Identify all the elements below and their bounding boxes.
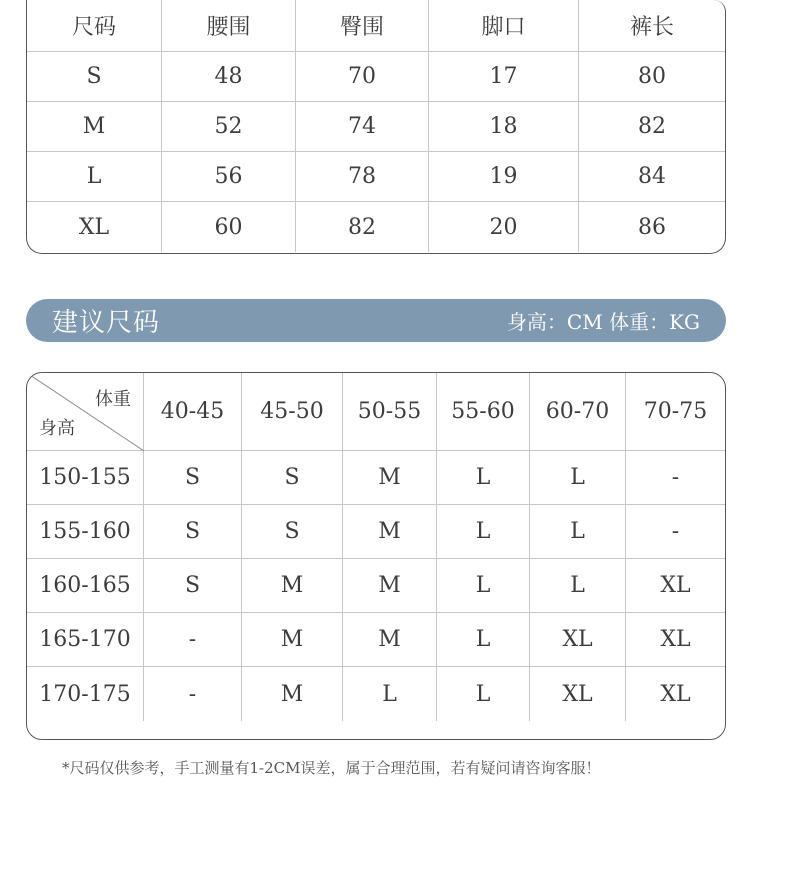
size-chart-row: [27, 102, 725, 152]
corner-height-label: 身高: [39, 418, 75, 439]
recommend-row: [27, 505, 725, 559]
size-chart-cell: 70: [296, 52, 429, 102]
weight-header-cell: 45-50: [242, 373, 343, 451]
recommend-header-row: [27, 373, 725, 451]
size-chart-cell: 78: [296, 152, 429, 202]
size-cell: S: [242, 451, 343, 505]
weight-header-cell: 55-60: [437, 373, 530, 451]
size-chart-cell: 56: [162, 152, 296, 202]
size-chart-row: [27, 202, 725, 252]
size-cell: XL: [660, 681, 691, 707]
size-chart-cell: 82: [296, 202, 429, 252]
size-cell: L: [437, 613, 530, 667]
size-cell: M: [242, 613, 343, 667]
size-chart-cell: 20: [429, 202, 579, 252]
size-chart-cell: 18: [429, 102, 579, 152]
size-cell: -: [626, 451, 725, 505]
size-cell: L: [437, 451, 530, 505]
size-chart-cell: L: [27, 152, 162, 202]
size-chart-cell: 60: [162, 202, 296, 252]
size-chart-cell: XL: [27, 202, 162, 252]
size-chart-header-cell: 裤长: [579, 0, 725, 52]
size-cell: M: [343, 613, 437, 667]
size-cell: XL: [530, 613, 626, 667]
size-chart-row: [27, 52, 725, 102]
size-cell: L: [437, 667, 530, 721]
weight-header-cell: 50-55: [343, 373, 437, 451]
size-cell: S: [144, 559, 242, 613]
corner-cell: [27, 373, 144, 451]
size-cell: L: [530, 451, 626, 505]
size-disclaimer: *尺码仅供参考，手工测量有1-2CM误差，属于合理范围，若有疑问请咨询客服！: [62, 759, 601, 777]
size-cell: XL: [626, 559, 725, 613]
size-chart-cell: 52: [162, 102, 296, 152]
size-chart-cell: M: [27, 102, 162, 152]
recommend-row: [27, 667, 725, 721]
size-cell: S: [144, 451, 242, 505]
size-cell: XL: [626, 613, 725, 667]
size-cell: M: [242, 559, 343, 613]
size-chart-header-cell: 脚口: [429, 0, 579, 52]
banner-title: 建议尺码: [52, 308, 161, 338]
size-cell: L: [530, 559, 626, 613]
size-chart-header-cell: 尺码: [27, 0, 162, 52]
recommend-row: [27, 451, 725, 505]
size-chart-header-cell: 臀围: [296, 0, 429, 52]
size-chart-cell: 17: [429, 52, 579, 102]
weight-header-cell: 60-70: [530, 373, 626, 451]
size-cell: S: [144, 505, 242, 559]
size-chart-cell: 48: [162, 52, 296, 102]
height-cell: 170-175: [27, 667, 144, 721]
size-cell: M: [343, 451, 437, 505]
size-chart-cell: 82: [579, 102, 725, 152]
size-cell: M: [343, 559, 437, 613]
recommend-size-banner: [26, 299, 726, 342]
size-chart-table: [26, 0, 726, 254]
size-cell: L: [530, 505, 626, 559]
size-chart-row: [27, 152, 725, 202]
recommend-size-table: [26, 372, 726, 740]
size-chart-header-cell: 腰围: [162, 0, 296, 52]
size-chart-cell: 80: [579, 52, 725, 102]
size-cell: XL: [530, 667, 626, 721]
size-chart-cell: 84: [579, 152, 725, 202]
size-cell: -: [144, 613, 242, 667]
recommend-row: [27, 613, 725, 667]
size-chart-cell: S: [27, 52, 162, 102]
size-chart-header-row: [27, 0, 725, 52]
size-cell: M: [242, 667, 343, 721]
height-cell: 155-160: [27, 505, 144, 559]
size-cell: L: [343, 667, 437, 721]
size-cell: M: [343, 505, 437, 559]
size-cell: L: [437, 505, 530, 559]
size-chart-cell: 86: [638, 214, 666, 240]
size-chart-cell: 19: [429, 152, 579, 202]
banner-units: 身高：CM 体重：KG: [506, 310, 700, 334]
size-cell: -: [626, 505, 725, 559]
weight-header-cell: 70-75: [626, 373, 725, 451]
size-cell: -: [144, 667, 242, 721]
height-cell: 150-155: [27, 451, 144, 505]
corner-weight-label: 体重: [95, 389, 131, 410]
height-cell: 160-165: [27, 559, 144, 613]
size-cell: L: [437, 559, 530, 613]
size-chart-cell: 74: [296, 102, 429, 152]
height-cell: 165-170: [27, 613, 144, 667]
size-cell: S: [242, 505, 343, 559]
weight-header-cell: 40-45: [144, 373, 242, 451]
recommend-row: [27, 559, 725, 613]
